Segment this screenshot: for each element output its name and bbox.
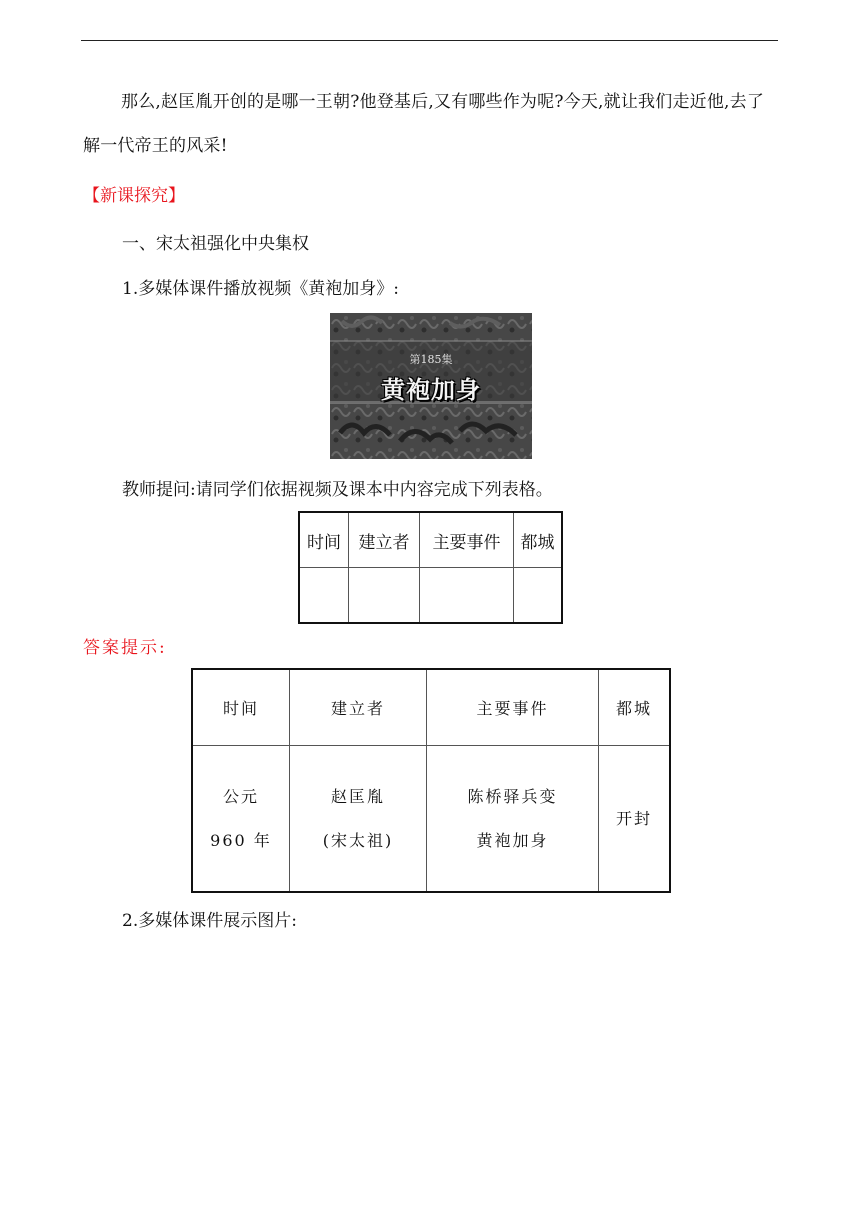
cell-time-line-2: 960 年 [210,830,272,850]
header-capital: 都城 [514,512,563,568]
table-header-row [192,669,670,746]
cell-capital: 开封 [599,746,671,893]
header-rule [81,40,778,41]
header-founder: 建立者 [349,512,420,568]
episode-label: 第185集 [409,353,453,366]
cell-events-line-2: 黄袍加身 [476,830,549,850]
intro-paragraph: 那么,赵匡胤开创的是哪一王朝?他登基后,又有哪些作为呢?今天,就让我们走近他,去了解一代帝王的风采! [83,92,765,156]
item-1-text: 1.多媒体课件播放视频《黄袍加身》: [122,279,399,299]
sub-heading: 一、宋太祖强化中央集权 [122,234,309,254]
table-row [192,746,670,893]
cell-time [192,746,290,893]
header-events: 主要事件 [427,669,599,746]
blank-table [298,511,563,624]
cell-events [427,746,599,893]
table-header-row [299,512,562,568]
blank-cell [514,568,563,624]
cell-time-line-1: 公元 [222,786,259,806]
answer-hint-label: 答案提示: [83,638,167,658]
cell-events-line-1: 陈桥驿兵变 [467,786,558,806]
cell-founder-line-1: 赵匡胤 [330,786,385,806]
cell-founder-line-2: (宋太祖) [322,830,394,850]
header-time: 时间 [299,512,349,568]
header-founder: 建立者 [290,669,427,746]
header-capital: 都城 [599,669,671,746]
item-2-text: 2.多媒体课件展示图片: [122,911,297,931]
blank-cell [420,568,514,624]
cell-founder [290,746,427,893]
blank-cell [349,568,420,624]
video-title-overlay: 黄袍加身 [381,375,481,404]
header-time: 时间 [192,669,290,746]
header-events: 主要事件 [420,512,514,568]
table-row [299,568,562,624]
blank-cell [299,568,349,624]
teacher-question: 教师提问:请同学们依据视频及课本中内容完成下列表格。 [122,480,553,500]
video-still-image [330,313,532,459]
section-title: 【新课探究】 [83,186,185,206]
answer-table [191,668,671,893]
